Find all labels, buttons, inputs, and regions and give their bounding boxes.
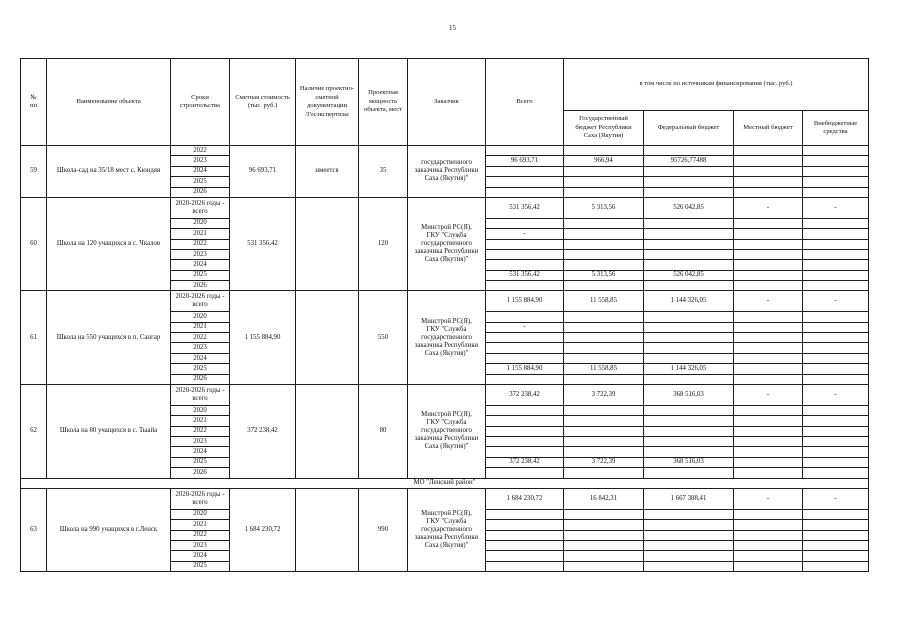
total-amount xyxy=(486,312,564,322)
federal-budget-amount: 1 667 388,41 xyxy=(644,488,734,509)
local-budget-amount xyxy=(734,364,803,374)
design-documentation-status xyxy=(296,488,359,571)
header-row-main xyxy=(21,59,869,111)
total-amount: 531 356,42 xyxy=(486,270,564,280)
financing-table xyxy=(20,58,869,572)
federal-budget-amount xyxy=(644,561,734,571)
header-financing-sources: в том числе по источникам финансирования (тыс. руб.) xyxy=(564,59,869,111)
state-budget-amount xyxy=(564,343,644,353)
construction-period: 2024 xyxy=(171,166,230,176)
construction-period: 2025 xyxy=(171,177,230,187)
federal-budget-amount xyxy=(644,312,734,322)
extrabudget-amount xyxy=(803,530,869,540)
federal-budget-amount xyxy=(644,166,734,176)
construction-period: 2023 xyxy=(171,436,230,446)
local-budget-amount xyxy=(734,218,803,228)
design-documentation-status: имеется xyxy=(296,146,359,198)
design-capacity: 120 xyxy=(359,197,408,291)
federal-budget-amount xyxy=(644,260,734,270)
extrabudget-amount xyxy=(803,146,869,156)
extrabudget-amount xyxy=(803,353,869,363)
federal-budget-amount xyxy=(644,551,734,561)
state-budget-amount xyxy=(564,509,644,519)
state-budget-amount xyxy=(564,551,644,561)
local-budget-amount xyxy=(734,509,803,519)
extrabudget-amount: - xyxy=(803,291,869,312)
object-number: 59 xyxy=(21,146,47,198)
construction-period: 2020-2026 годы - всего xyxy=(171,197,230,218)
local-budget-amount xyxy=(734,343,803,353)
extrabudget-amount: - xyxy=(803,385,869,406)
customer: Минстрой РС(Я), ГКУ "Служба государственного заказчика Республики Саха (Якутия)" xyxy=(408,291,486,385)
extrabudget-amount xyxy=(803,426,869,436)
design-documentation-status xyxy=(296,197,359,291)
local-budget-amount xyxy=(734,426,803,436)
construction-period: 2025 xyxy=(171,561,230,571)
construction-period: 2026 xyxy=(171,281,230,291)
total-amount xyxy=(486,218,564,228)
total-amount xyxy=(486,333,564,343)
state-budget-amount xyxy=(564,416,644,426)
local-budget-amount: - xyxy=(734,488,803,509)
local-budget-amount xyxy=(734,333,803,343)
construction-period: 2021 xyxy=(171,322,230,332)
estimated-cost: 531 356,42 xyxy=(230,197,296,291)
state-budget-amount: 16 842,31 xyxy=(564,488,644,509)
local-budget-amount: - xyxy=(734,385,803,406)
state-budget-amount xyxy=(564,353,644,363)
total-amount: - xyxy=(486,322,564,332)
local-budget-amount xyxy=(734,416,803,426)
total-amount xyxy=(486,187,564,197)
local-budget-amount: - xyxy=(734,291,803,312)
construction-period: 2023 xyxy=(171,540,230,550)
customer: Минстрой РС(Я), ГКУ "Служба государственного заказчика Республики Саха (Якутия)" xyxy=(408,488,486,571)
local-budget-amount xyxy=(734,249,803,259)
state-budget-amount xyxy=(564,530,644,540)
total-amount xyxy=(486,353,564,363)
state-budget-amount xyxy=(564,374,644,384)
extrabudget-amount: - xyxy=(803,488,869,509)
construction-period: 2021 xyxy=(171,520,230,530)
year-row xyxy=(21,291,869,312)
state-budget-amount xyxy=(564,322,644,332)
customer: Минстрой РС(Я), ГКУ "Служба государственного заказчика Республики Саха (Якутия)" xyxy=(408,197,486,291)
object-name: Школа на 550 учащихся в п. Сангар xyxy=(47,291,171,385)
extrabudget-amount xyxy=(803,156,869,166)
local-budget-amount xyxy=(734,468,803,478)
state-budget-amount xyxy=(564,260,644,270)
section-row xyxy=(21,478,869,488)
federal-budget-amount xyxy=(644,509,734,519)
table-header xyxy=(21,59,869,146)
local-budget-amount xyxy=(734,177,803,187)
construction-period: 2020 xyxy=(171,312,230,322)
extrabudget-amount xyxy=(803,468,869,478)
total-amount: 372 238,42 xyxy=(486,385,564,406)
local-budget-amount xyxy=(734,374,803,384)
extrabudget-amount xyxy=(803,218,869,228)
object-number: 61 xyxy=(21,291,47,385)
total-amount xyxy=(486,468,564,478)
state-budget-amount xyxy=(564,468,644,478)
local-budget-amount xyxy=(734,270,803,280)
total-amount: 1 155 884,90 xyxy=(486,291,564,312)
federal-budget-amount xyxy=(644,239,734,249)
header-state-budget: Государственный бюджет Республики Саха (Якутия) xyxy=(564,111,644,146)
state-budget-amount: 3 722,39 xyxy=(564,457,644,467)
extrabudget-amount xyxy=(803,281,869,291)
construction-period: 2026 xyxy=(171,187,230,197)
total-amount xyxy=(486,416,564,426)
federal-budget-amount xyxy=(644,187,734,197)
federal-budget-amount xyxy=(644,177,734,187)
extrabudget-amount xyxy=(803,551,869,561)
extrabudget-amount xyxy=(803,447,869,457)
federal-budget-amount xyxy=(644,229,734,239)
estimated-cost: 372 238,42 xyxy=(230,385,296,479)
construction-period: 2024 xyxy=(171,447,230,457)
extrabudget-amount xyxy=(803,312,869,322)
total-amount xyxy=(486,436,564,446)
total-amount: 372 238,42 xyxy=(486,457,564,467)
extrabudget-amount: - xyxy=(803,197,869,218)
construction-period: 2022 xyxy=(171,146,230,156)
year-row xyxy=(21,146,869,156)
extrabudget-amount xyxy=(803,343,869,353)
year-row xyxy=(21,488,869,509)
state-budget-amount xyxy=(564,281,644,291)
design-capacity: 35 xyxy=(359,146,408,198)
federal-budget-amount xyxy=(644,520,734,530)
header-local-budget: Местный бюджет xyxy=(734,111,803,146)
federal-budget-amount: 1 144 326,05 xyxy=(644,291,734,312)
federal-budget-amount: 1 144 326,05 xyxy=(644,364,734,374)
federal-budget-amount xyxy=(644,353,734,363)
state-budget-amount xyxy=(564,447,644,457)
construction-period: 2023 xyxy=(171,156,230,166)
local-budget-amount xyxy=(734,447,803,457)
object-number: 60 xyxy=(21,197,47,291)
design-capacity: 990 xyxy=(359,488,408,571)
total-amount xyxy=(486,551,564,561)
total-amount xyxy=(486,166,564,176)
state-budget-amount: 11 558,85 xyxy=(564,364,644,374)
federal-budget-amount: 368 516,03 xyxy=(644,457,734,467)
extrabudget-amount xyxy=(803,416,869,426)
object-number: 62 xyxy=(21,385,47,479)
federal-budget-amount xyxy=(644,468,734,478)
construction-period: 2020 xyxy=(171,509,230,519)
total-amount xyxy=(486,426,564,436)
object-name: Школа-сад на 35/18 мест с. Кюндяя xyxy=(47,146,171,198)
object-name: Школа на 990 учащихся в г.Ленск xyxy=(47,488,171,571)
local-budget-amount xyxy=(734,187,803,197)
design-capacity: 550 xyxy=(359,291,408,385)
total-amount xyxy=(486,281,564,291)
local-budget-amount: - xyxy=(734,197,803,218)
construction-period: 2022 xyxy=(171,530,230,540)
extrabudget-amount xyxy=(803,561,869,571)
federal-budget-amount xyxy=(644,447,734,457)
total-amount xyxy=(486,509,564,519)
federal-budget-amount xyxy=(644,426,734,436)
design-documentation-status xyxy=(296,385,359,479)
year-row xyxy=(21,385,869,406)
construction-period: 2021 xyxy=(171,229,230,239)
local-budget-amount xyxy=(734,146,803,156)
federal-budget-amount: 526 042,85 xyxy=(644,197,734,218)
header-estimated-cost: Сметная стоимость (тыс. руб.) xyxy=(230,59,296,146)
construction-period: 2025 xyxy=(171,270,230,280)
extrabudget-amount xyxy=(803,520,869,530)
extrabudget-amount xyxy=(803,436,869,446)
federal-budget-amount xyxy=(644,249,734,259)
federal-budget-amount xyxy=(644,405,734,415)
federal-budget-amount: 95726,77488 xyxy=(644,156,734,166)
state-budget-amount xyxy=(564,166,644,176)
total-amount: 96 693,71 xyxy=(486,156,564,166)
estimated-cost: 96 693,71 xyxy=(230,146,296,198)
federal-budget-amount xyxy=(644,343,734,353)
extrabudget-amount xyxy=(803,229,869,239)
construction-period: 2021 xyxy=(171,416,230,426)
design-documentation-status xyxy=(296,291,359,385)
federal-budget-amount xyxy=(644,416,734,426)
header-design-documentation: Наличие проектно- сметной документации /Госэкспертизы xyxy=(296,59,359,146)
construction-period: 2026 xyxy=(171,468,230,478)
extrabudget-amount xyxy=(803,260,869,270)
construction-period: 2022 xyxy=(171,333,230,343)
header-customer: Заказчик xyxy=(408,59,486,146)
construction-period: 2022 xyxy=(171,426,230,436)
customer: Минстрой РС(Я), ГКУ "Служба государственного заказчика Республики Саха (Якутия)" xyxy=(408,385,486,479)
total-amount xyxy=(486,520,564,530)
state-budget-amount: 5 313,56 xyxy=(564,270,644,280)
extrabudget-amount xyxy=(803,509,869,519)
extrabudget-amount xyxy=(803,333,869,343)
extrabudget-amount xyxy=(803,187,869,197)
extrabudget-amount xyxy=(803,239,869,249)
state-budget-amount xyxy=(564,426,644,436)
state-budget-amount xyxy=(564,540,644,550)
federal-budget-amount: 368 516,03 xyxy=(644,385,734,406)
state-budget-amount xyxy=(564,561,644,571)
state-budget-amount xyxy=(564,249,644,259)
construction-period: 2020 xyxy=(171,218,230,228)
extrabudget-amount xyxy=(803,540,869,550)
total-amount xyxy=(486,260,564,270)
local-budget-amount xyxy=(734,239,803,249)
estimated-cost: 1 684 230,72 xyxy=(230,488,296,571)
local-budget-amount xyxy=(734,156,803,166)
construction-period: 2022 xyxy=(171,239,230,249)
state-budget-amount xyxy=(564,436,644,446)
total-amount xyxy=(486,374,564,384)
state-budget-amount: 966,94 xyxy=(564,156,644,166)
local-budget-amount xyxy=(734,457,803,467)
extrabudget-amount xyxy=(803,270,869,280)
extrabudget-amount xyxy=(803,322,869,332)
page-number: 15 xyxy=(449,24,456,32)
state-budget-amount xyxy=(564,239,644,249)
extrabudget-amount xyxy=(803,364,869,374)
extrabudget-amount xyxy=(803,249,869,259)
estimated-cost: 1 155 884,90 xyxy=(230,291,296,385)
total-amount: 531 356,42 xyxy=(486,197,564,218)
total-amount xyxy=(486,405,564,415)
federal-budget-amount xyxy=(644,436,734,446)
local-budget-amount xyxy=(734,561,803,571)
construction-period: 2024 xyxy=(171,260,230,270)
construction-period: 2024 xyxy=(171,353,230,363)
local-budget-amount xyxy=(734,312,803,322)
federal-budget-amount: 526 042,85 xyxy=(644,270,734,280)
federal-budget-amount xyxy=(644,281,734,291)
design-capacity: 80 xyxy=(359,385,408,479)
total-amount xyxy=(486,239,564,249)
year-row xyxy=(21,197,869,218)
federal-budget-amount xyxy=(644,374,734,384)
local-budget-amount xyxy=(734,520,803,530)
total-amount: 1 684 230,72 xyxy=(486,488,564,509)
state-budget-amount xyxy=(564,218,644,228)
state-budget-amount xyxy=(564,520,644,530)
total-amount xyxy=(486,249,564,259)
state-budget-amount xyxy=(564,187,644,197)
extrabudget-amount xyxy=(803,405,869,415)
federal-budget-amount xyxy=(644,146,734,156)
total-amount xyxy=(486,447,564,457)
object-name: Школа на 80 учащихся в с. Тыайа xyxy=(47,385,171,479)
construction-period: 2025 xyxy=(171,364,230,374)
local-budget-amount xyxy=(734,322,803,332)
header-object-name: Наименование объекта xyxy=(47,59,171,146)
construction-period: 2020-2026 годы - всего xyxy=(171,488,230,509)
customer: государственного заказчика Республики Саха (Якутия)" xyxy=(408,146,486,198)
total-amount xyxy=(486,530,564,540)
total-amount xyxy=(486,540,564,550)
extrabudget-amount xyxy=(803,457,869,467)
construction-period: 2020-2026 годы - всего xyxy=(171,385,230,406)
local-budget-amount xyxy=(734,540,803,550)
local-budget-amount xyxy=(734,405,803,415)
state-budget-amount xyxy=(564,405,644,415)
table-body xyxy=(21,146,869,572)
construction-period: 2023 xyxy=(171,343,230,353)
state-budget-amount xyxy=(564,229,644,239)
header-design-capacity: Проектная мощность объекта, мест xyxy=(359,59,408,146)
local-budget-amount xyxy=(734,166,803,176)
state-budget-amount: 5 313,56 xyxy=(564,197,644,218)
construction-period: 2020 xyxy=(171,405,230,415)
total-amount: - xyxy=(486,229,564,239)
construction-period: 2025 xyxy=(171,457,230,467)
state-budget-amount: 11 558,85 xyxy=(564,291,644,312)
local-budget-amount xyxy=(734,260,803,270)
header-federal-budget: Федеральный бюджет xyxy=(644,111,734,146)
local-budget-amount xyxy=(734,229,803,239)
local-budget-amount xyxy=(734,281,803,291)
construction-period: 2020-2026 годы - всего xyxy=(171,291,230,312)
local-budget-amount xyxy=(734,353,803,363)
extrabudget-amount xyxy=(803,177,869,187)
construction-period: 2026 xyxy=(171,374,230,384)
federal-budget-amount xyxy=(644,322,734,332)
total-amount xyxy=(486,177,564,187)
extrabudget-amount xyxy=(803,166,869,176)
header-extrabudget: Внебюджетные средства xyxy=(803,111,869,146)
construction-period: 2023 xyxy=(171,249,230,259)
extrabudget-amount xyxy=(803,374,869,384)
total-amount xyxy=(486,343,564,353)
header-number: № пп xyxy=(21,59,47,146)
header-total: Всего xyxy=(486,59,564,146)
state-budget-amount xyxy=(564,146,644,156)
total-amount: 1 155 884,90 xyxy=(486,364,564,374)
object-name: Школа на 120 учащихся в с. Чкалов xyxy=(47,197,171,291)
construction-period: 2024 xyxy=(171,551,230,561)
total-amount xyxy=(486,561,564,571)
header-construction-period: Сроки строительства xyxy=(171,59,230,146)
state-budget-amount xyxy=(564,312,644,322)
federal-budget-amount xyxy=(644,333,734,343)
federal-budget-amount xyxy=(644,530,734,540)
section-title: МО "Ленский район" xyxy=(21,478,869,488)
local-budget-amount xyxy=(734,530,803,540)
federal-budget-amount xyxy=(644,540,734,550)
total-amount xyxy=(486,146,564,156)
local-budget-amount xyxy=(734,551,803,561)
state-budget-amount xyxy=(564,177,644,187)
state-budget-amount xyxy=(564,333,644,343)
local-budget-amount xyxy=(734,436,803,446)
object-number: 63 xyxy=(21,488,47,571)
federal-budget-amount xyxy=(644,218,734,228)
state-budget-amount: 3 722,39 xyxy=(564,385,644,406)
